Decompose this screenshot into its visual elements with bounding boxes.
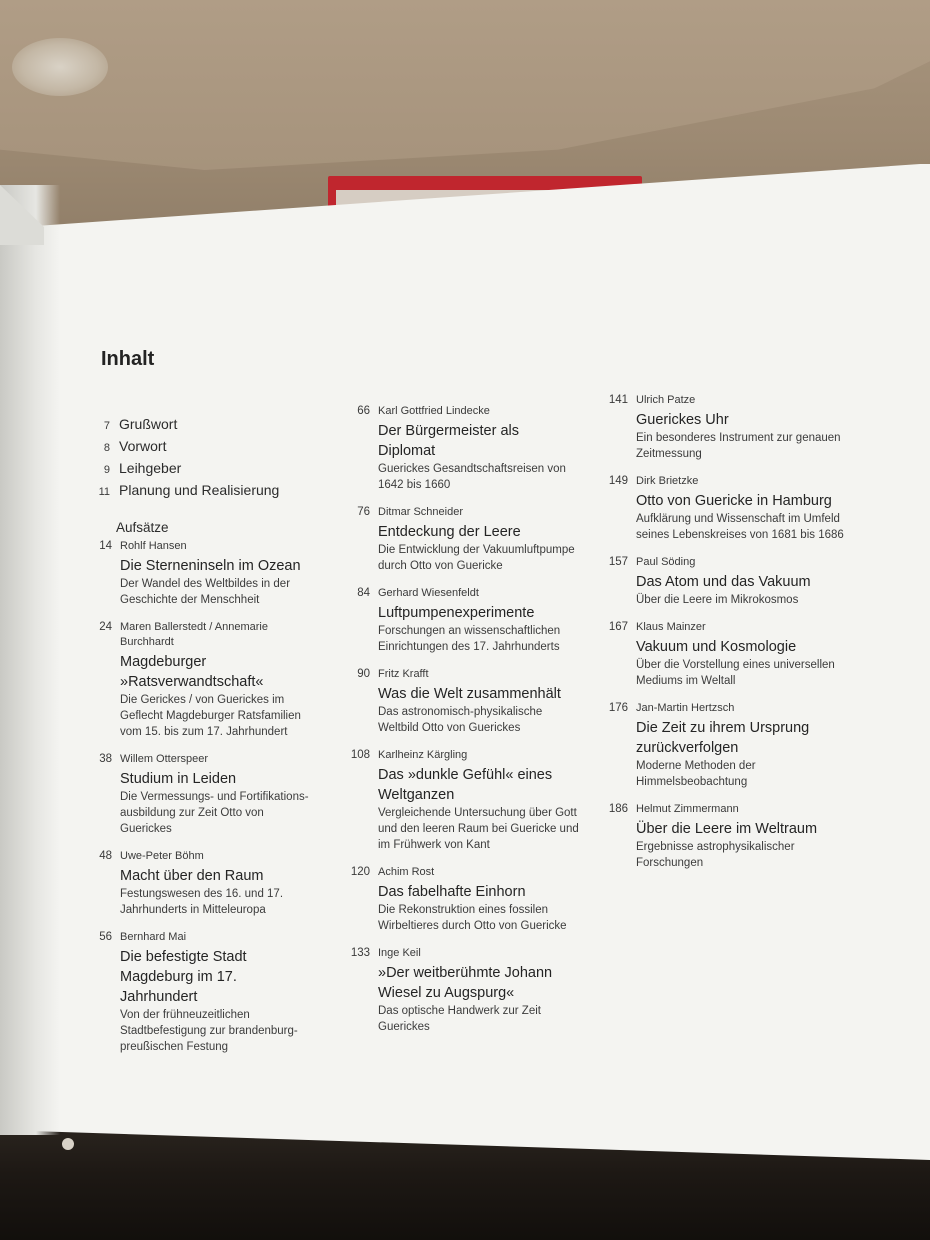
page-number: 8 — [103, 442, 110, 454]
entry-body — [636, 555, 858, 608]
entry-subtitle: Die Rekonstruktion eines fossilen Wirbeltieres durch Otto von Guericke — [378, 904, 567, 932]
entry-title: Über die Leere im Weltraum — [636, 821, 818, 837]
entry-subtitle: Aufklärung und Wissenschaft im Umfeld seines Lebenskreises von 1681 bis 1686 — [636, 513, 844, 541]
entry-subtitle: Forschungen an wissenschaftlichen Einrichtungen des 17. Jahrhunderts — [378, 625, 561, 653]
entry-author: Achim Rost — [378, 866, 435, 878]
toc-entry — [330, 586, 580, 655]
front-matter-list — [72, 416, 318, 504]
entry-author: Klaus Mainzer — [636, 621, 706, 633]
page-number: 167 — [608, 621, 628, 633]
entry-author: Jan-Martin Hertzsch — [636, 702, 735, 714]
entry-author: Maren Ballerstedt / Annemarie Burchhardt — [120, 621, 268, 648]
toc-entries — [330, 404, 580, 1035]
toc-column-2 — [330, 404, 580, 1047]
page-number: 133 — [350, 947, 370, 959]
page-number: 7 — [103, 420, 110, 432]
entry-title: Magdeburger »Ratsverwandtschaft« — [120, 654, 264, 690]
entry-author: Gerhard Wiesenfeldt — [378, 587, 479, 599]
toc-entries — [72, 539, 318, 1055]
entry-body — [378, 667, 580, 736]
page-gutter-shadow — [0, 185, 60, 1135]
toc-entry — [588, 802, 858, 871]
entry-body — [378, 505, 580, 574]
entry-subtitle: Festungswesen des 16. und 17. Jahrhunderts in Mitteleuropa — [120, 888, 284, 916]
entry-author: Helmut Zimmermann — [636, 803, 739, 815]
entry-subtitle: Der Wandel des Weltbildes in der Geschichte der Menschheit — [120, 578, 291, 606]
toc-entry — [72, 539, 318, 608]
page-title: Inhalt — [101, 348, 155, 370]
entry-body — [120, 539, 318, 608]
page-number: 76 — [357, 506, 370, 518]
toc-entry — [330, 748, 580, 853]
entry-body — [636, 620, 858, 689]
entry-subtitle: Die Vermessungs- und Fortifikations-ausbildung zur Zeit Otto von Guerickes — [120, 791, 309, 835]
entry-title: Die Zeit zu ihrem Ursprung zurückverfolgen — [636, 720, 810, 756]
entry-title: Entdeckung der Leere — [378, 524, 521, 540]
entry-title: Was die Welt zusammenhält — [378, 686, 561, 702]
entry-title: Das »dunkle Gefühl« eines Weltganzen — [378, 767, 553, 803]
entry-body — [636, 802, 858, 871]
entry-subtitle: Die Entwicklung der Vakuumluftpumpe durch Otto von Guericke — [378, 544, 575, 572]
page-number: 186 — [608, 803, 628, 815]
cardboard-handle-hole — [12, 38, 108, 96]
entry-body — [120, 752, 318, 837]
toc-entries — [588, 393, 858, 871]
toc-entry — [588, 555, 858, 608]
entry-subtitle: Das optische Handwerk zur Zeit Guerickes — [378, 1005, 541, 1033]
page-number: 14 — [99, 540, 112, 552]
section-heading: Aufsätze — [116, 520, 169, 535]
entry-author: Inge Keil — [378, 947, 421, 959]
front-matter-item — [72, 482, 318, 504]
toc-entry — [72, 752, 318, 837]
page-number: 149 — [608, 475, 628, 487]
entry-title: Das Atom und das Vakuum — [636, 574, 811, 590]
entry-subtitle: Über die Vorstellung eines universellen Mediums im Weltall — [636, 659, 835, 687]
page-number: 141 — [608, 394, 628, 406]
entry-title: Luftpumpenexperimente — [378, 605, 535, 621]
page-number: 48 — [99, 850, 112, 862]
entry-author: Rohlf Hansen — [120, 540, 187, 552]
entry-title: Der Bürgermeister als Diplomat — [378, 423, 520, 459]
entry-author: Paul Söding — [636, 556, 696, 568]
entry-author: Willem Otterspeer — [120, 753, 209, 765]
entry-author: Ditmar Schneider — [378, 506, 463, 518]
entry-author: Dirk Brietzke — [636, 475, 699, 487]
page-number: 24 — [99, 621, 112, 633]
entry-title: Das fabelhafte Einhorn — [378, 884, 526, 900]
front-matter-item — [72, 460, 318, 482]
entry-subtitle: Moderne Methoden der Himmelsbeobachtung — [636, 760, 756, 788]
floor-speck — [62, 1138, 74, 1150]
page-number: 11 — [98, 486, 110, 498]
page-number: 38 — [99, 753, 112, 765]
front-matter-label: Grußwort — [119, 416, 178, 432]
front-matter-label: Vorwort — [119, 438, 167, 454]
entry-subtitle: Von der frühneuzeitlichen Stadtbefestigung zur brandenburg-preußischen Festung — [120, 1009, 298, 1053]
page-number: 108 — [350, 749, 370, 761]
toc-entry — [330, 505, 580, 574]
entry-title: Macht über den Raum — [120, 868, 264, 884]
front-matter-item — [72, 438, 318, 460]
front-matter-item — [72, 416, 318, 438]
toc-entry — [330, 404, 580, 493]
entry-author: Uwe-Peter Böhm — [120, 850, 204, 862]
entry-author: Fritz Krafft — [378, 668, 429, 680]
toc-entry — [330, 946, 580, 1035]
entry-subtitle: Ergebnisse astrophysikalischer Forschungen — [636, 841, 795, 869]
entry-subtitle: Ein besonderes Instrument zur genauen Zeitmessung — [636, 432, 841, 460]
toc-entry — [588, 701, 858, 790]
entry-subtitle: Die Gerickes / von Guerickes im Geflecht Magdeburger Ratsfamilien vom 15. bis zum 17. Jahrhundert — [120, 694, 301, 738]
toc-column-3 — [588, 393, 858, 883]
toc-entry — [330, 865, 580, 934]
front-matter-label: Planung und Realisierung — [119, 482, 280, 498]
entry-body — [636, 474, 858, 543]
page-number: 84 — [357, 587, 370, 599]
entry-subtitle: Vergleichende Untersuchung über Gott und den leeren Raum bei Guericke und im Frühwerk von Kant — [378, 807, 579, 851]
entry-body — [120, 620, 318, 740]
page-number: 120 — [350, 866, 370, 878]
entry-title: »Der weitberühmte Johann Wiesel zu Augspurg« — [378, 965, 553, 1001]
entry-body — [636, 393, 858, 462]
entry-body — [378, 404, 580, 493]
entry-body — [378, 586, 580, 655]
toc-entry — [330, 667, 580, 736]
entry-author: Karl Gottfried Lindecke — [378, 405, 490, 417]
entry-body — [120, 930, 318, 1055]
front-matter-label: Leihgeber — [119, 460, 182, 476]
toc-entry — [72, 620, 318, 740]
entry-subtitle: Über die Leere im Mikrokosmos — [636, 594, 799, 606]
entry-title: Otto von Guericke in Hamburg — [636, 493, 832, 509]
entry-body — [636, 701, 858, 790]
entry-body — [378, 748, 580, 853]
entry-author: Ulrich Patze — [636, 394, 696, 406]
entry-title: Die Sterneninseln im Ozean — [120, 558, 301, 574]
toc-entry — [588, 620, 858, 689]
entry-title: Studium in Leiden — [120, 771, 237, 787]
toc-entry — [72, 849, 318, 918]
page-number: 9 — [103, 464, 110, 476]
entry-author: Karlheinz Kärgling — [378, 749, 468, 761]
entry-author: Bernhard Mai — [120, 931, 187, 943]
entry-subtitle: Guerickes Gesandtschaftsreisen von 1642 bis 1660 — [378, 463, 566, 491]
entry-body — [378, 865, 580, 934]
entry-title: Vakuum und Kosmologie — [636, 639, 797, 655]
entry-body — [378, 946, 580, 1035]
page-number: 66 — [357, 405, 370, 417]
entry-body — [120, 849, 318, 918]
toc-entry — [588, 474, 858, 543]
page-number: 90 — [357, 668, 370, 680]
toc-entry — [588, 393, 858, 462]
entry-subtitle: Das astronomisch-physikalische Weltbild Otto von Guerickes — [378, 706, 543, 734]
toc-column-1 — [72, 416, 318, 1067]
entry-title: Die befestigte Stadt Magdeburg im 17. Jahrhundert — [120, 949, 247, 1005]
page-number: 157 — [608, 556, 628, 568]
entry-title: Guerickes Uhr — [636, 412, 729, 428]
page-number: 176 — [608, 702, 628, 714]
page-number: 56 — [99, 931, 112, 943]
toc-entry — [72, 930, 318, 1055]
